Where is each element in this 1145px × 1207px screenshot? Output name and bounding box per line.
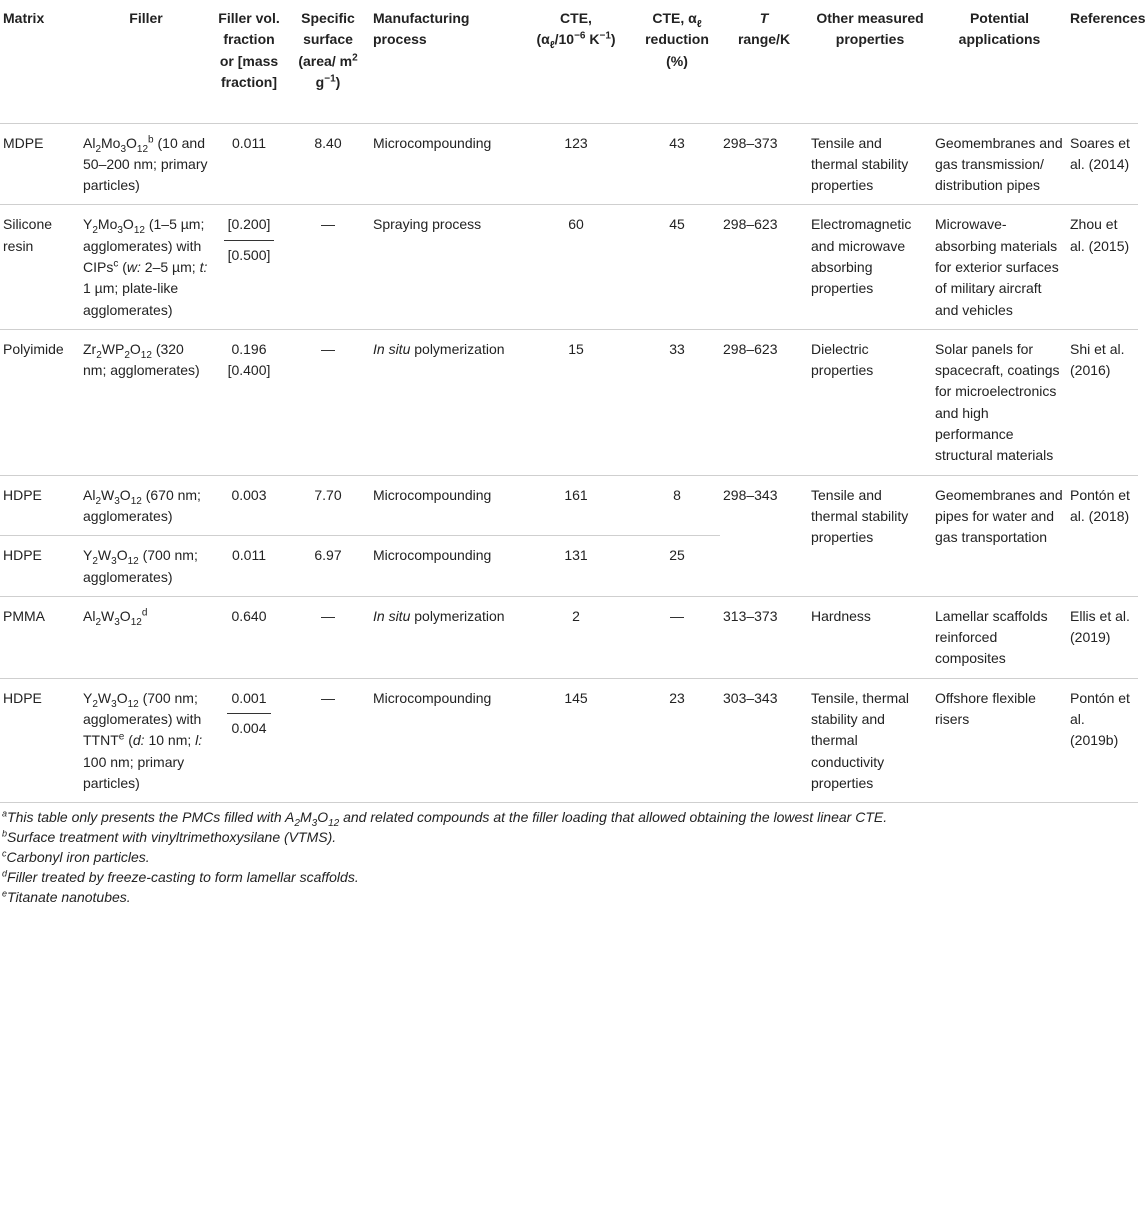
cell-apps: Lamellar scaffolds reinforced composites	[932, 596, 1067, 678]
cell-cte: 145	[518, 678, 634, 802]
footnote-c: $^c$Carbonyl iron particles.	[2, 848, 150, 866]
cell-apps: Offshore flexible risers	[932, 678, 1067, 802]
header-filler: Filler	[80, 0, 212, 123]
cell-matrix: MDPE	[0, 123, 80, 205]
cell-matrix: HDPE	[0, 475, 80, 536]
cell-process: Microcompounding	[370, 475, 518, 536]
cell-process: Microcompounding	[370, 536, 518, 597]
cell-filler: $Al_2W_3O_{12}$ (670 nm; agglomerates)	[80, 475, 212, 536]
cell-reduction: 23	[634, 678, 720, 802]
header-apps: Potential applications	[932, 0, 1067, 123]
cell-filler: $Y_2W_3O_{12}$ (700 nm; agglomerates) with TTNT$^e$ (d: 10 nm; l: 100 nm; primary particles)	[80, 678, 212, 802]
header-refs: References	[1067, 0, 1138, 123]
cell-fraction: 0.196 [0.400]	[212, 329, 286, 475]
cell-fraction	[212, 678, 286, 802]
cell-refs: Pontón et al. (2019b)	[1067, 678, 1138, 802]
cell-apps: Solar panels for spacecraft, coatings for microelectronics and high performance structural materials	[932, 329, 1067, 475]
cell-process: Microcompounding	[370, 123, 518, 205]
cell-fraction	[212, 205, 286, 329]
fraction-pair: $\frac{[0.200]}{[0.500]}$	[224, 214, 275, 266]
header-trange: T range/K	[720, 0, 808, 123]
cell-apps: Geomembranes and pipes for water and gas transportation	[932, 475, 1067, 596]
header-other: Other measured properties	[808, 0, 932, 123]
cell-surface: —	[286, 596, 370, 678]
cell-fraction: 0.003	[212, 475, 286, 536]
cell-surface: 7.70	[286, 475, 370, 536]
header-process: Manufacturing process	[370, 0, 518, 123]
cell-refs: Pontón et al. (2018)	[1067, 475, 1138, 596]
cell-process: Microcompounding	[370, 678, 518, 802]
cell-other: Electromagnetic and microwave absorbing properties	[808, 205, 932, 329]
footnote-d: $^d$Filler treated by freeze-casting to form lamellar scaffolds.	[2, 868, 359, 886]
footnotes	[0, 807, 1145, 907]
cell-cte: 2	[518, 596, 634, 678]
table-row	[0, 205, 1138, 329]
cell-refs: Soares et al. (2014)	[1067, 123, 1138, 205]
cell-refs: Shi et al. (2016)	[1067, 329, 1138, 475]
cell-other: Tensile and thermal stability properties	[808, 123, 932, 205]
cell-surface: 8.40	[286, 123, 370, 205]
cell-apps: Microwave-absorbing materials for exterior surfaces of military aircraft and vehicles	[932, 205, 1067, 329]
cell-matrix: PMMA	[0, 596, 80, 678]
cell-surface: —	[286, 329, 370, 475]
cell-other: Dielectric properties	[808, 329, 932, 475]
header-row	[0, 0, 1138, 123]
footnote-e: $^e$Titanate nanotubes.	[2, 888, 131, 906]
cell-filler: $Al_2W_3O_{12}^d$	[80, 596, 212, 678]
table-row	[0, 123, 1138, 205]
cell-other: Tensile and thermal stability properties	[808, 475, 932, 596]
cell-other: Hardness	[808, 596, 932, 678]
cell-cte: 60	[518, 205, 634, 329]
cell-matrix: Polyimide	[0, 329, 80, 475]
cell-trange: 298–623	[720, 205, 808, 329]
cell-apps: Geomembranes and gas transmission/ distribution pipes	[932, 123, 1067, 205]
cell-trange: 303–343	[720, 678, 808, 802]
cell-surface: —	[286, 205, 370, 329]
cell-surface: 6.97	[286, 536, 370, 597]
cell-cte: 131	[518, 536, 634, 597]
table-row	[0, 475, 1138, 536]
cell-refs: Ellis et al. (2019)	[1067, 596, 1138, 678]
cell-matrix: HDPE	[0, 536, 80, 597]
header-surface: Specific surface (area/ $m^2$ $g^{-1}$)	[286, 0, 370, 123]
cell-cte: 15	[518, 329, 634, 475]
cell-trange: 298–343	[720, 475, 808, 596]
cell-fraction: 0.640	[212, 596, 286, 678]
header-reduction: CTE, $\alpha_\ell$ reduction (%)	[634, 0, 720, 123]
cell-filler: $Zr_2WP_2O_{12}$ (320 nm; agglomerates)	[80, 329, 212, 475]
fraction-pair: $\frac{0.001}{0.004}$	[227, 688, 270, 740]
table-row	[0, 678, 1138, 802]
cell-process: In situ polymerization	[370, 329, 518, 475]
table-row	[0, 329, 1138, 475]
table-row	[0, 596, 1138, 678]
cell-trange: 298–373	[720, 123, 808, 205]
cell-process: Spraying process	[370, 205, 518, 329]
cell-fraction: 0.011	[212, 123, 286, 205]
cell-refs: Zhou et al. (2015)	[1067, 205, 1138, 329]
cell-reduction: —	[634, 596, 720, 678]
cell-reduction: 8	[634, 475, 720, 536]
cell-trange: 298–623	[720, 329, 808, 475]
cell-reduction: 33	[634, 329, 720, 475]
cell-filler: $Y_2W_3O_{12}$ (700 nm; agglomerates)	[80, 536, 212, 597]
cell-reduction: 25	[634, 536, 720, 597]
footnote-a: $^a$This table only presents the PMCs filled with $A_2M_3O_{12}$ and related compounds at the filler loading that allowed obtaining the lowest linear CTE.	[2, 808, 888, 830]
cell-cte: 123	[518, 123, 634, 205]
header-matrix: Matrix	[0, 0, 80, 123]
cell-reduction: 45	[634, 205, 720, 329]
cell-reduction: 43	[634, 123, 720, 205]
cell-surface: —	[286, 678, 370, 802]
header-cte: CTE, ($\alpha_\ell/10^{-6}$ $K^{-1}$)	[518, 0, 634, 123]
cell-matrix: Silicone resin	[0, 205, 80, 329]
cell-filler: $Y_2Mo_3O_{12}$ (1–5 µm; agglomerates) with CIPs$^c$ (w: 2–5 µm; t: 1 µm; plate-like agglomerates)	[80, 205, 212, 329]
cell-cte: 161	[518, 475, 634, 536]
cell-other: Tensile, thermal stability and thermal conductivity properties	[808, 678, 932, 802]
cell-matrix: HDPE	[0, 678, 80, 802]
cell-fraction: 0.011	[212, 536, 286, 597]
cell-process: In situ polymerization	[370, 596, 518, 678]
footnote-b: $^b$Surface treatment with vinyltrimethoxysilane (VTMS).	[2, 828, 337, 846]
cell-trange: 313–373	[720, 596, 808, 678]
cell-filler: $Al_2Mo_3O_{12}^b$ (10 and 50–200 nm; primary particles)	[80, 123, 212, 205]
header-fraction: Filler vol. fraction or [mass fraction]	[212, 0, 286, 123]
